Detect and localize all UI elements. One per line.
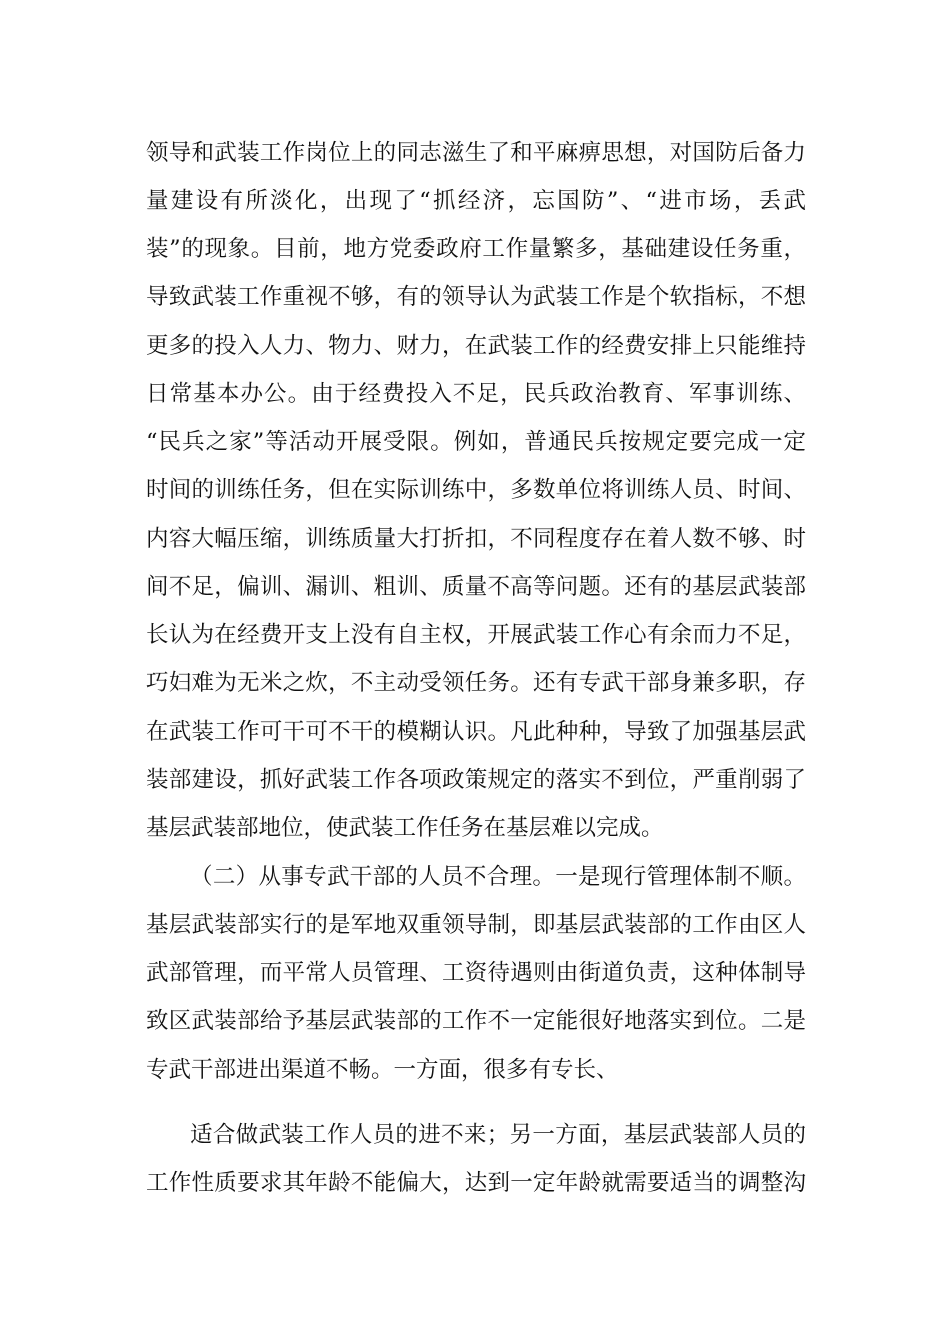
text-line: 内容大幅压缩，训练质量大打折扣，不同程度存在着人数不够、时: [146, 526, 806, 552]
text-line: 间不足，偏训、漏训、粗训、质量不高等问题。还有的基层武装部: [146, 574, 806, 600]
text-line: “民兵之家”等活动开展受限。例如，普通民兵按规定要完成一定: [146, 429, 806, 455]
paragraph-first-line: 适合做武装工作人员的进不来；另一方面，基层武装部人员的: [190, 1122, 806, 1148]
text-line: 长认为在经费开支上没有自主权，开展武装工作心有余而力不足，: [146, 622, 806, 648]
text-line: 日常基本办公。由于经费投入不足，民兵政治教育、军事训练、: [146, 381, 806, 407]
text-line: 时间的训练任务，但在实际训练中，多数单位将训练人员、时间、: [146, 477, 806, 503]
text-line: 领导和武装工作岗位上的同志滋生了和平麻痹思想，对国防后备力: [146, 140, 806, 166]
paragraph-last-line: 基层武装部地位，使武装工作任务在基层难以完成。: [146, 815, 664, 841]
text-line: 在武装工作可干可不干的模糊认识。凡此种种，导致了加强基层武: [146, 719, 806, 745]
text-line: 装”的现象。目前，地方党委政府工作量繁多，基础建设任务重，: [146, 236, 806, 262]
text-line: 工作性质要求其年龄不能偏大，达到一定年龄就需要适当的调整沟: [146, 1170, 806, 1196]
text-line: 装部建设，抓好武装工作各项政策规定的落实不到位，严重削弱了: [146, 767, 806, 793]
text-line: 更多的投入人力、物力、财力，在武装工作的经费安排上只能维持: [146, 333, 806, 359]
text-line: 致区武装部给予基层武装部的工作不一定能很好地落实到位。二是: [146, 1008, 806, 1034]
section-heading-line: （二）从事专武干部的人员不合理。一是现行管理体制不顺。: [190, 864, 806, 890]
text-line: 武部管理，而平常人员管理、工资待遇则由街道负责，这种体制导: [146, 960, 806, 986]
text-line: 量建设有所淡化，出现了“抓经济，忘国防”、“进市场，丢武: [146, 188, 806, 214]
text-line: 巧妇难为无米之炊，不主动受领任务。还有专武干部身兼多职，存: [146, 670, 806, 696]
text-line: 导致武装工作重视不够，有的领导认为武装工作是个软指标，不想: [146, 284, 806, 310]
text-line: 基层武装部实行的是军地双重领导制，即基层武装部的工作由区人: [146, 912, 806, 938]
paragraph-last-line: 专武干部进出渠道不畅。一方面，很多有专长、: [146, 1057, 619, 1083]
